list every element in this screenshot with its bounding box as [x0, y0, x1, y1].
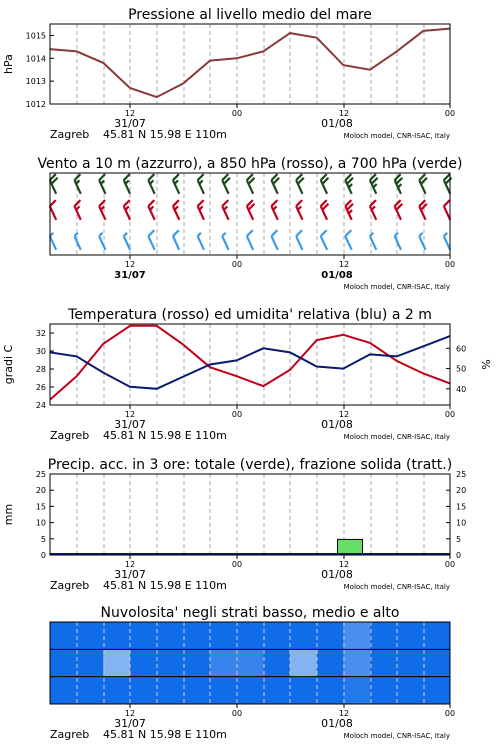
x-tick-label: 12 [124, 410, 136, 419]
y-axis-label: mm [2, 503, 15, 526]
wind-barb [270, 174, 285, 194]
cloud-cell [237, 677, 264, 704]
cloud-cell [343, 622, 370, 649]
wind-barb [147, 230, 162, 250]
cloud-cell [317, 677, 344, 704]
wind-barb [49, 233, 60, 250]
cloud-cell [103, 677, 130, 704]
x-tick-label: 00 [231, 709, 243, 718]
date-label: 01/08 [321, 270, 353, 281]
cloud-cell [130, 649, 157, 676]
panel-title: Temperatura (rosso) ed umidita' relativa (blu) a 2 m [68, 307, 432, 323]
plot-frame [50, 324, 450, 405]
cloud-cell [237, 622, 264, 649]
x-tick-label: 00 [231, 109, 243, 118]
cloud-cell [343, 677, 370, 704]
cloud-cell [130, 677, 157, 704]
date-label: 01/08 [321, 717, 353, 730]
cloud-cell [423, 677, 450, 704]
panel-title: Nuvolosita' negli strati basso, medio e alto [100, 605, 400, 621]
wind-barb [49, 200, 64, 220]
cloud-cell [263, 677, 290, 704]
cloud-cell [290, 677, 317, 704]
y-tick-label: 0 [40, 551, 46, 560]
panel-4 [2, 457, 466, 592]
wind-barb [123, 233, 134, 250]
location-coords: 45.81 N 15.98 E 110m [103, 128, 227, 141]
x-tick-label: 00 [444, 560, 456, 569]
y-tick-label: 28 [35, 365, 46, 374]
y-tick-label: 40 [456, 384, 467, 394]
wind-barb [197, 233, 208, 250]
wind-barb [49, 174, 64, 194]
location-name: Zagreb [50, 429, 90, 442]
x-tick-label: 00 [444, 410, 456, 419]
wind-barb [196, 174, 211, 194]
panel-5 [50, 605, 455, 741]
date-label: 31/07 [114, 418, 146, 431]
y-tick-label: 1012 [25, 100, 46, 109]
y-tick-label: 1013 [25, 77, 46, 87]
y-tick-label: 5 [456, 534, 462, 544]
y-tick-label: 50 [456, 364, 467, 374]
wind-barb [443, 233, 454, 250]
cloud-cell [370, 649, 397, 676]
x-tick-label: 12 [124, 560, 136, 569]
cloud-cell [423, 649, 450, 676]
y-tick-label: 24 [35, 401, 46, 410]
y-tick-label: 26 [35, 383, 46, 392]
cloud-cell [183, 622, 210, 649]
y-axis-label: hPa [2, 54, 15, 74]
wind-barb [222, 233, 233, 250]
wind-barb [98, 200, 113, 220]
date-label: 01/08 [321, 568, 353, 581]
cloud-cell [397, 649, 424, 676]
x-tick-label: 12 [338, 709, 350, 718]
cloud-cell [263, 649, 290, 676]
y-tick-label: 0 [456, 551, 462, 560]
model-credit: Moloch model, CNR-ISAC, Italy [343, 132, 450, 140]
x-tick-label: 12 [338, 109, 350, 118]
x-tick-label: 12 [124, 260, 136, 269]
x-tick-label: 12 [124, 109, 136, 118]
cloud-cell [103, 622, 130, 649]
panel-3 [2, 307, 493, 442]
panel-title: Vento a 10 m (azzurro), a 850 hPa (rosso), a 700 hPa (verde) [37, 156, 463, 172]
y-tick-label: 30 [35, 347, 46, 356]
x-tick-label: 12 [338, 410, 350, 419]
wind-barb [393, 200, 408, 220]
date-label: 31/07 [114, 117, 146, 130]
panel-title: Precip. acc. in 3 ore: totale (verde), frazione solida (tratt.) [47, 457, 453, 473]
y-tick-label: 1015 [25, 31, 46, 41]
wind-barb [73, 174, 88, 194]
date-label: 01/08 [321, 418, 353, 431]
plot-frame [50, 24, 450, 104]
model-credit: Moloch model, CNR-ISAC, Italy [343, 283, 450, 291]
y-axis-label: % [480, 359, 493, 370]
wind-barb [147, 174, 162, 194]
location-coords: 45.81 N 15.98 E 110m [103, 579, 227, 592]
wind-barb [246, 174, 261, 194]
panel-title: Pressione al livello medio del mare [128, 7, 372, 23]
x-tick-label: 00 [444, 709, 456, 718]
cloud-cell [130, 622, 157, 649]
wind-barb [246, 200, 261, 220]
y-tick-label: 15 [35, 502, 46, 512]
y-tick-label: 32 [35, 329, 46, 338]
wind-barb [295, 174, 310, 194]
y-tick-label: 20 [35, 486, 46, 496]
wind-barb [221, 174, 236, 194]
wind-barb [319, 230, 334, 250]
date-label: 31/07 [114, 717, 146, 730]
wind-barb [270, 200, 285, 220]
cloud-cell [423, 622, 450, 649]
cloud-cell [50, 649, 77, 676]
location-name: Zagreb [50, 579, 90, 592]
wind-barb [418, 200, 433, 220]
wind-barb [98, 174, 113, 194]
x-tick-label: 12 [338, 560, 350, 569]
wind-barb [295, 200, 310, 220]
wind-barb [74, 233, 85, 250]
wind-barb [98, 233, 109, 250]
wind-barb [246, 230, 261, 250]
location-coords: 45.81 N 15.98 E 110m [103, 429, 227, 442]
model-credit: Moloch model, CNR-ISAC, Italy [343, 583, 450, 591]
x-tick-label: 12 [124, 709, 136, 718]
y-tick-label: 15 [456, 502, 467, 512]
cloud-cell [210, 649, 237, 676]
x-tick-label: 00 [231, 410, 243, 419]
model-credit: Moloch model, CNR-ISAC, Italy [343, 433, 450, 441]
cloud-cell [397, 677, 424, 704]
location-coords: 45.81 N 15.98 E 110m [103, 728, 227, 741]
temperature-line [50, 326, 450, 400]
cloud-cell [50, 622, 77, 649]
cloud-cell [343, 649, 370, 676]
cloud-cell [157, 622, 184, 649]
cloud-cell [77, 622, 104, 649]
model-credit: Moloch model, CNR-ISAC, Italy [343, 732, 450, 740]
wind-barb [344, 174, 359, 194]
cloud-cell [77, 677, 104, 704]
cloud-cell [237, 649, 264, 676]
x-tick-label: 00 [444, 109, 456, 118]
plot-frame [50, 474, 450, 555]
wind-barb [147, 200, 162, 220]
cloud-cell [290, 622, 317, 649]
x-tick-label: 12 [338, 260, 350, 269]
cloud-cell [370, 677, 397, 704]
cloud-cell [397, 622, 424, 649]
cloud-cell [317, 622, 344, 649]
cloud-cell [263, 622, 290, 649]
date-label: 31/07 [114, 568, 146, 581]
cloud-cell [50, 677, 77, 704]
wind-barb [418, 174, 433, 194]
cloud-cell [290, 649, 317, 676]
wind-barb [419, 233, 430, 250]
date-label: 31/07 [114, 270, 146, 281]
y-tick-label: 1014 [25, 54, 46, 64]
wind-barb [394, 233, 405, 250]
wind-barb [344, 230, 359, 250]
wind-barb [319, 174, 334, 194]
wind-barb [369, 233, 380, 250]
cloud-cell [210, 622, 237, 649]
cloud-cell [157, 649, 184, 676]
x-tick-label: 00 [231, 260, 243, 269]
panel-1 [2, 7, 455, 141]
wind-barb [344, 200, 359, 220]
pressure-line [50, 29, 450, 98]
cloud-cell [103, 649, 130, 676]
location-name: Zagreb [50, 128, 90, 141]
cloud-cell [210, 677, 237, 704]
cloud-cell [317, 649, 344, 676]
location-name: Zagreb [50, 728, 90, 741]
y-tick-label: 10 [456, 518, 467, 528]
cloud-cell [183, 649, 210, 676]
wind-barb [73, 200, 88, 220]
date-label: 01/08 [321, 117, 353, 130]
y-tick-label: 10 [35, 518, 46, 528]
y-tick-label: 25 [456, 470, 467, 479]
wind-barb [270, 230, 285, 250]
cloud-cell [157, 677, 184, 704]
precip-bar [338, 539, 363, 555]
y-tick-label: 25 [35, 470, 46, 479]
panel-2 [37, 156, 462, 291]
cloud-cell [183, 677, 210, 704]
y-tick-label: 5 [40, 534, 46, 544]
cloud-cell [77, 649, 104, 676]
wind-barb [295, 230, 310, 250]
y-axis-label: gradi C [2, 344, 15, 385]
wind-barb [221, 200, 236, 220]
wind-barb [196, 200, 211, 220]
y-tick-label: 20 [456, 486, 467, 496]
x-tick-label: 00 [444, 260, 456, 269]
cloud-cell [370, 622, 397, 649]
wind-barb [319, 200, 334, 220]
y-tick-label: 60 [456, 344, 467, 354]
wind-barb [393, 174, 408, 194]
x-tick-label: 00 [231, 560, 243, 569]
